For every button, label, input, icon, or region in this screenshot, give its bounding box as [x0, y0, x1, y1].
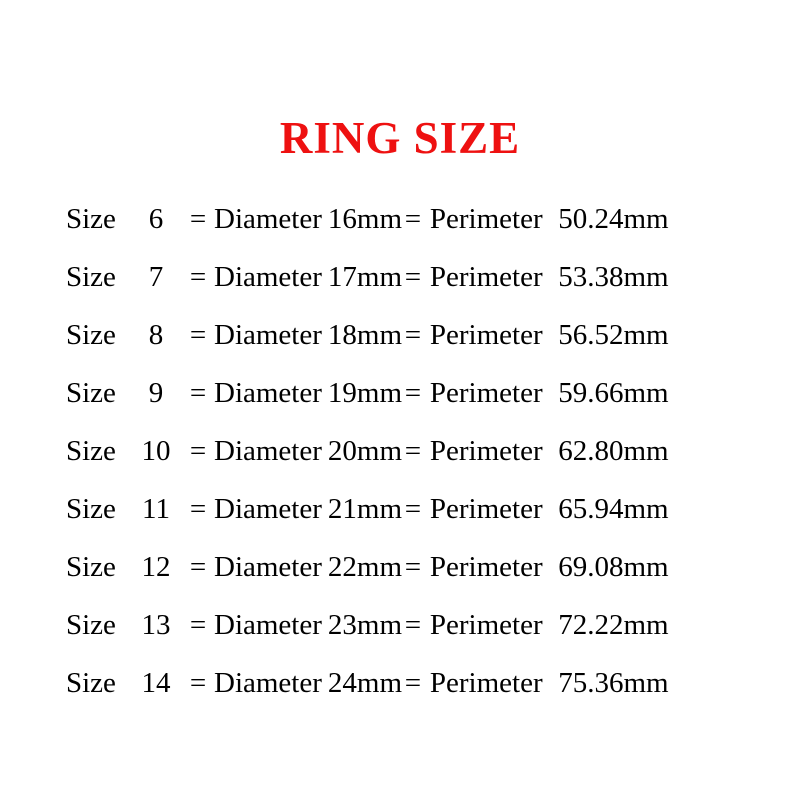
equals-sign: =: [189, 609, 207, 641]
diameter-label: Diameter: [214, 667, 322, 699]
size-table: [0, 203, 800, 725]
size-label: Size: [66, 609, 116, 641]
diameter-value: 23mm: [327, 609, 403, 641]
diameter-label: Diameter: [214, 551, 322, 583]
perimeter-value: 72.22mm: [558, 609, 669, 641]
perimeter-label: Perimeter: [429, 377, 543, 409]
equals-sign: =: [189, 493, 207, 525]
diameter-label: Diameter: [214, 319, 322, 351]
perimeter-value: 59.66mm: [558, 377, 669, 409]
table-row: [0, 435, 800, 493]
diameter-value: 24mm: [327, 667, 403, 699]
size-value: 10: [141, 435, 171, 467]
size-label: Size: [66, 551, 116, 583]
diameter-value: 21mm: [327, 493, 403, 525]
perimeter-label: Perimeter: [429, 203, 543, 235]
equals-sign-2: =: [404, 319, 422, 351]
equals-sign: =: [189, 261, 207, 293]
equals-sign-2: =: [404, 203, 422, 235]
table-row: [0, 609, 800, 667]
perimeter-label: Perimeter: [429, 493, 543, 525]
equals-sign-2: =: [404, 435, 422, 467]
size-label: Size: [66, 493, 116, 525]
equals-sign-2: =: [404, 261, 422, 293]
diameter-label: Diameter: [214, 435, 322, 467]
diameter-value: 17mm: [327, 261, 403, 293]
perimeter-value: 75.36mm: [558, 667, 669, 699]
diameter-label: Diameter: [214, 493, 322, 525]
equals-sign-2: =: [404, 551, 422, 583]
diameter-value: 18mm: [327, 319, 403, 351]
perimeter-label: Perimeter: [429, 609, 543, 641]
perimeter-label: Perimeter: [429, 261, 543, 293]
diameter-value: 16mm: [327, 203, 403, 235]
perimeter-value: 69.08mm: [558, 551, 669, 583]
page-title: RING SIZE: [279, 113, 521, 163]
perimeter-value: 53.38mm: [558, 261, 669, 293]
diameter-label: Diameter: [214, 203, 322, 235]
diameter-label: Diameter: [214, 609, 322, 641]
perimeter-value: 56.52mm: [558, 319, 669, 351]
perimeter-value: 62.80mm: [558, 435, 669, 467]
size-value: 6: [148, 203, 164, 235]
table-row: [0, 203, 800, 261]
size-value: 12: [141, 551, 171, 583]
size-value: 9: [148, 377, 164, 409]
size-label: Size: [66, 377, 116, 409]
equals-sign: =: [189, 667, 207, 699]
size-value: 13: [141, 609, 171, 641]
perimeter-value: 65.94mm: [558, 493, 669, 525]
diameter-label: Diameter: [214, 377, 322, 409]
size-value: 11: [142, 493, 170, 525]
equals-sign: =: [189, 319, 207, 351]
equals-sign: =: [189, 377, 207, 409]
diameter-label: Diameter: [214, 261, 322, 293]
perimeter-label: Perimeter: [429, 667, 543, 699]
table-row: [0, 377, 800, 435]
size-value: 14: [141, 667, 171, 699]
equals-sign-2: =: [404, 493, 422, 525]
size-value: 8: [148, 319, 164, 351]
diameter-value: 22mm: [327, 551, 403, 583]
size-label: Size: [66, 435, 116, 467]
diameter-value: 19mm: [327, 377, 403, 409]
table-row: [0, 319, 800, 377]
size-label: Size: [66, 667, 116, 699]
equals-sign: =: [189, 203, 207, 235]
size-value: 7: [148, 261, 164, 293]
perimeter-label: Perimeter: [429, 435, 543, 467]
table-row: [0, 667, 800, 725]
table-row: [0, 261, 800, 319]
equals-sign: =: [189, 551, 207, 583]
size-label: Size: [66, 261, 116, 293]
diameter-value: 20mm: [327, 435, 403, 467]
size-label: Size: [66, 319, 116, 351]
equals-sign-2: =: [404, 609, 422, 641]
equals-sign: =: [189, 435, 207, 467]
equals-sign-2: =: [404, 667, 422, 699]
table-row: [0, 493, 800, 551]
perimeter-label: Perimeter: [429, 551, 543, 583]
size-label: Size: [66, 203, 116, 235]
perimeter-value: 50.24mm: [558, 203, 669, 235]
table-row: [0, 551, 800, 609]
perimeter-label: Perimeter: [429, 319, 543, 351]
equals-sign-2: =: [404, 377, 422, 409]
